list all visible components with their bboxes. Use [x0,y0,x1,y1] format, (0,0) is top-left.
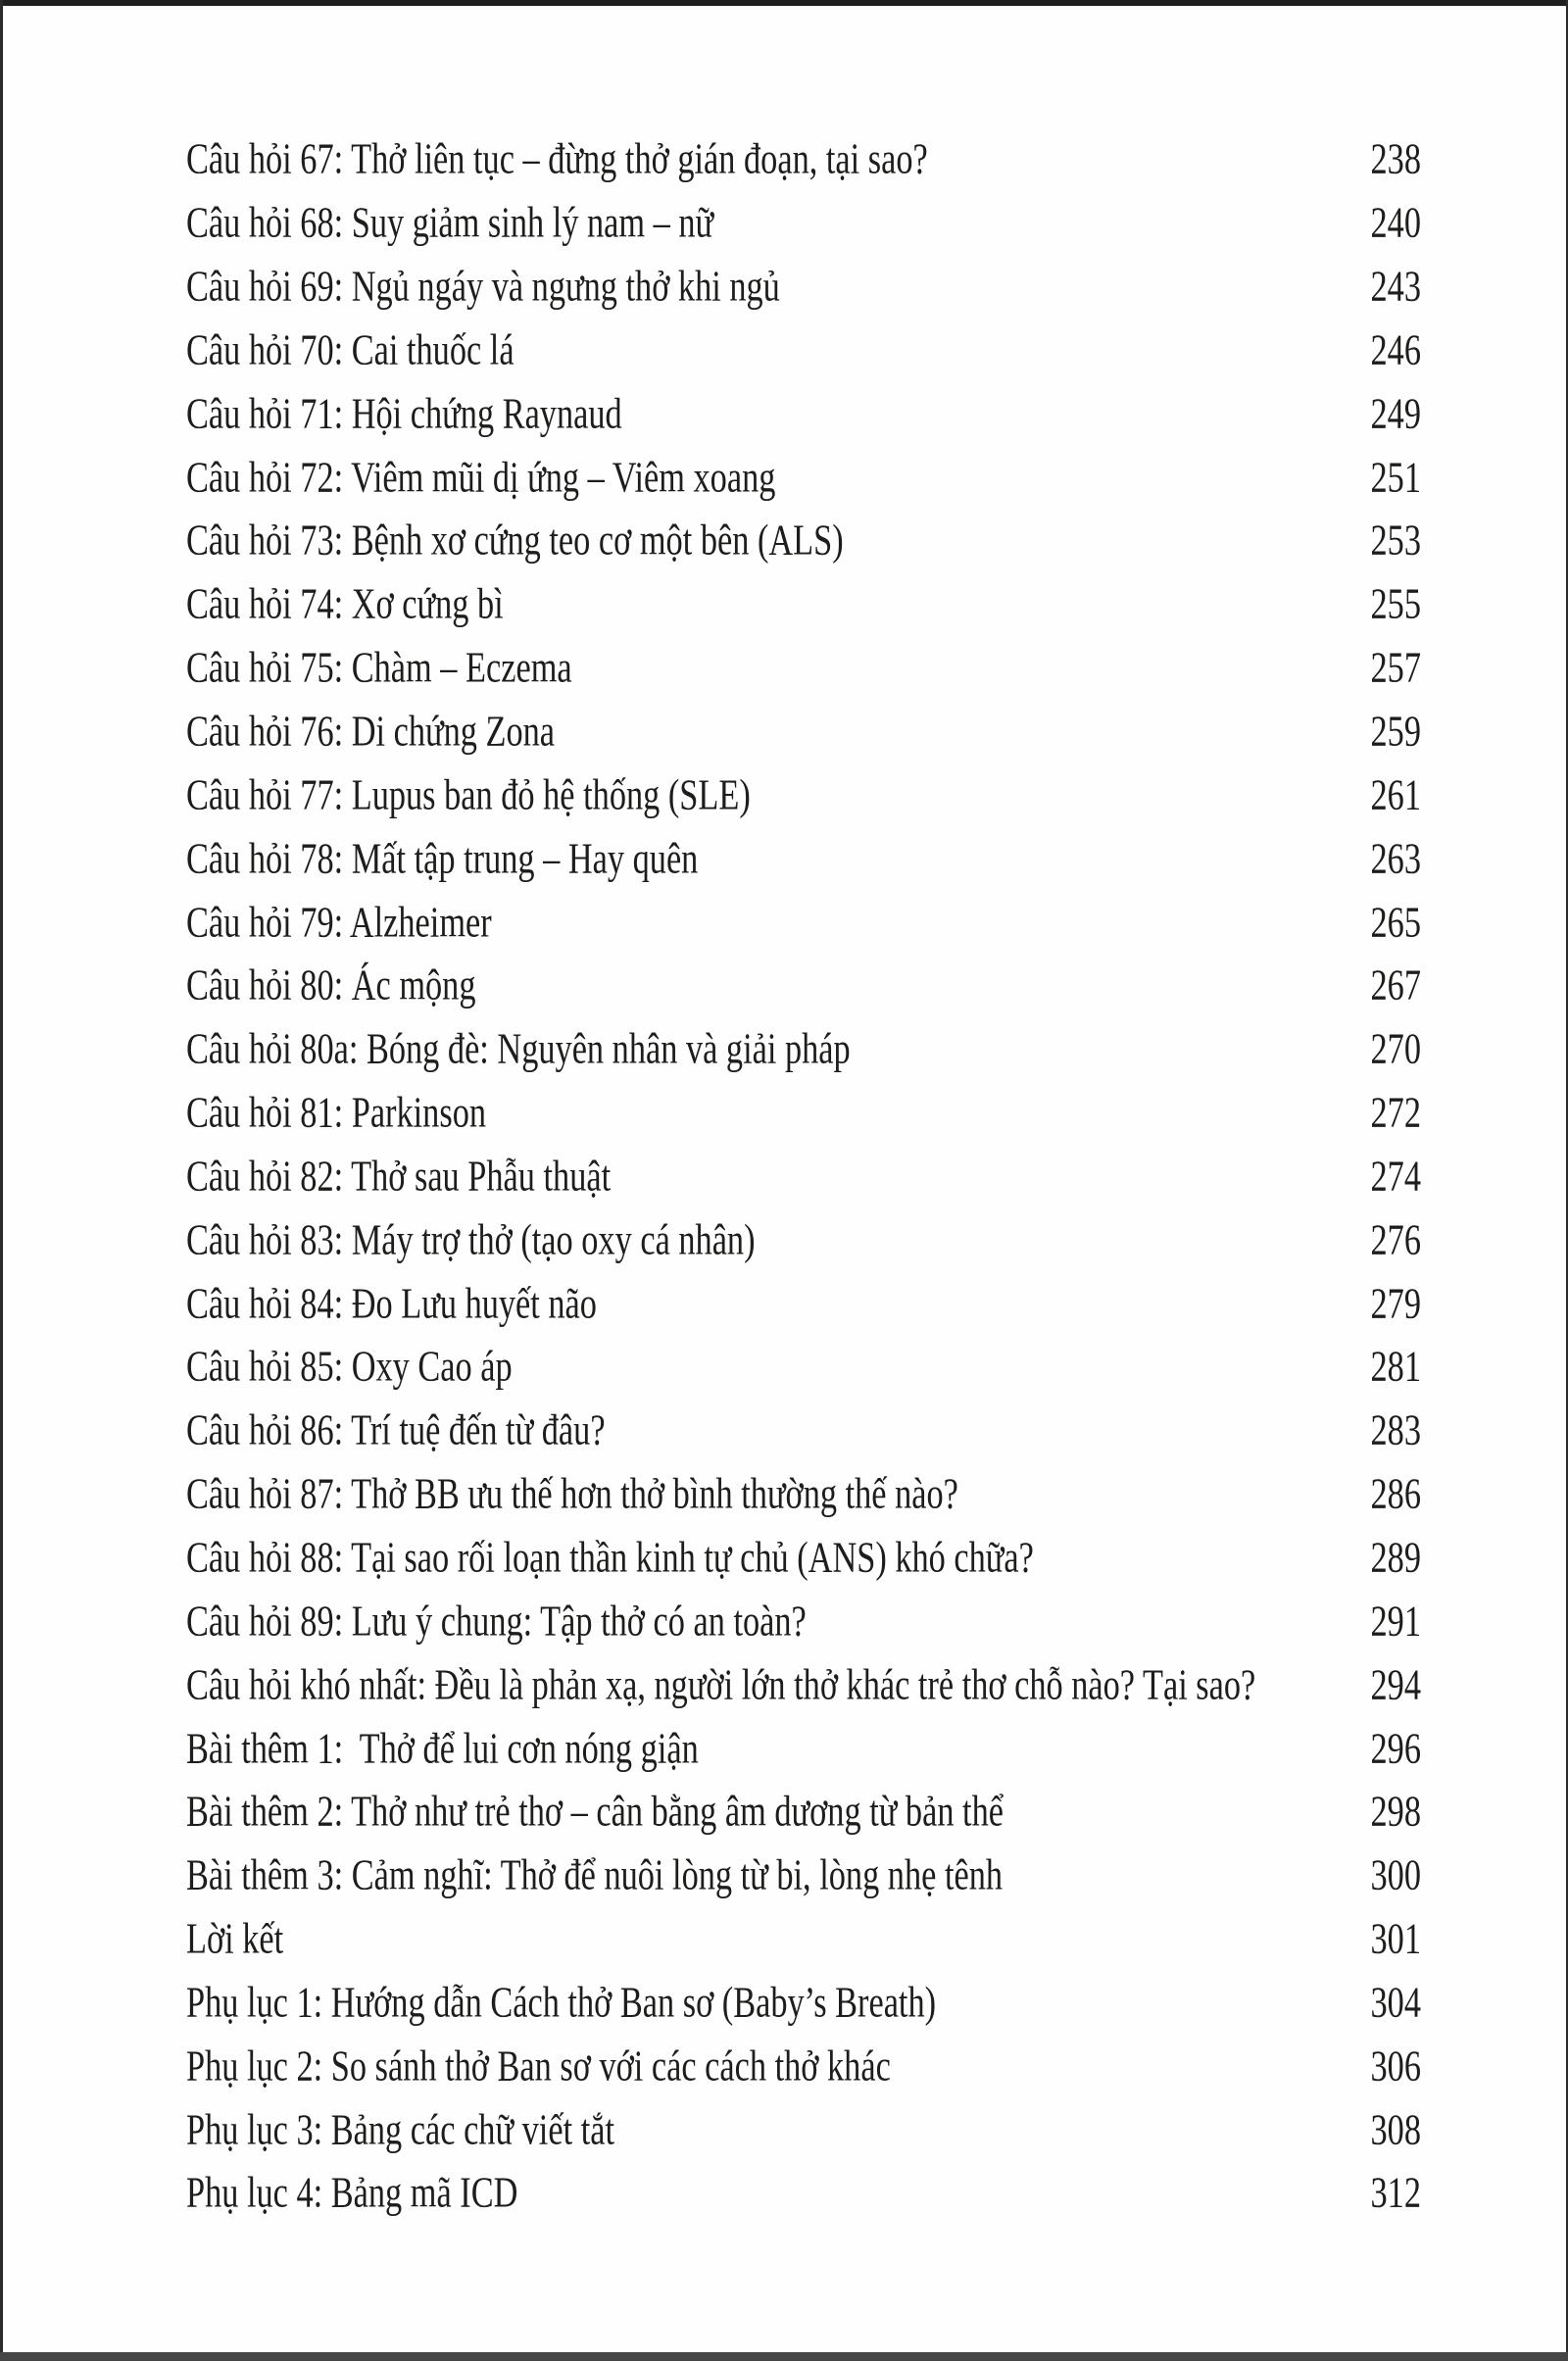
toc-entry-title: Câu hỏi 77: Lupus ban đỏ hệ thống (SLE) [186,770,751,819]
toc-entry-row [186,1844,1421,1907]
toc-entry-row [186,255,1421,319]
scan-edge-top [0,0,1568,6]
toc-entry-page-number: 291 [1370,1597,1421,1646]
toc-entry-page-number: 261 [1370,770,1421,819]
toc-entry-page-number: 294 [1370,1660,1421,1709]
toc-entry-title: Câu hỏi 87: Thở BB ưu thế hơn thở bình thường thế nào? [186,1469,958,1518]
toc-entry-title: Phụ lục 2: So sánh thở Ban sơ với các cách thở khác [186,2041,891,2090]
toc-entry-row [186,1399,1421,1462]
toc-entry-page-number: 298 [1370,1787,1421,1836]
scan-edge-left [0,0,3,2361]
toc-entry-page-number: 301 [1370,1914,1421,1963]
toc-entry-page-number: 257 [1370,643,1421,692]
toc-entry-row [186,762,1421,826]
toc-entry-row [186,1145,1421,1208]
toc-entry-page-number: 283 [1370,1405,1421,1454]
toc-entry-row [186,890,1421,954]
toc-entry-title: Phụ lục 1: Hướng dẫn Cách thở Ban sơ (Baby’s Breath) [186,1978,937,2027]
toc-entry-title: Bài thêm 1: Thở để lui cơn nóng giận [186,1724,699,1773]
toc-entry-page-number: 300 [1370,1850,1421,1899]
toc-entry-page-number: 267 [1370,960,1421,1009]
toc-entry-page-number: 306 [1370,2041,1421,2090]
toc-entry-row [186,2097,1421,2161]
toc-entry-row [186,1780,1421,1844]
toc-entry-title: Câu hỏi 75: Chàm – Eczema [186,643,572,692]
toc-entry-title: Câu hỏi 81: Parkinson [186,1088,487,1137]
toc-entry-page-number: 249 [1370,389,1421,438]
toc-entry-page-number: 265 [1370,898,1421,947]
toc-entry-title: Câu hỏi 71: Hội chứng Raynaud [186,389,622,438]
scan-edge-bottom [0,2352,1568,2361]
toc-entry-row [186,319,1421,382]
toc-entry-page-number: 259 [1370,707,1421,756]
toc-entry-row [186,954,1421,1017]
toc-entry-page-number: 286 [1370,1469,1421,1518]
toc-entry-title: Phụ lục 4: Bảng mã ICD [186,2168,518,2217]
toc-entry-row [186,826,1421,890]
toc-entry-page-number: 263 [1370,834,1421,883]
toc-entry-page-number: 246 [1370,325,1421,374]
toc-entry-page-number: 272 [1370,1088,1421,1137]
toc-entry-title: Phụ lục 3: Bảng các chữ viết tắt [186,2105,614,2154]
toc-entry-row [186,2034,1421,2097]
toc-entry-row [186,1462,1421,1526]
toc-entry-row [186,127,1421,191]
toc-entry-page-number: 279 [1370,1279,1421,1328]
toc-entry-page-number: 270 [1370,1024,1421,1073]
toc-entry-row [186,1207,1421,1271]
toc-entry-title: Bài thêm 2: Thở như trẻ thơ – cân bằng âm dương từ bản thể [186,1787,1004,1836]
toc-entry-page-number: 253 [1370,516,1421,565]
toc-entry-page-number: 240 [1370,198,1421,247]
toc-entry-row [186,1526,1421,1590]
toc-entry-title: Câu hỏi 84: Đo Lưu huyết não [186,1279,597,1328]
toc-entry-title: Câu hỏi 88: Tại sao rối loạn thần kinh tự chủ (ANS) khó chữa? [186,1533,1034,1582]
toc-entry-page-number: 243 [1370,262,1421,311]
toc-entry-title: Câu hỏi 86: Trí tuệ đến từ đâu? [186,1405,606,1454]
toc-entry-title: Lời kết [186,1914,284,1963]
toc-entry-row [186,1907,1421,1971]
toc-entry-title: Câu hỏi 80a: Bóng đè: Nguyên nhân và giải pháp [186,1024,851,1073]
toc-entry-page-number: 289 [1370,1533,1421,1582]
toc-entry-row [186,1335,1421,1399]
toc-entry-title: Câu hỏi 69: Ngủ ngáy và ngưng thở khi ngủ [186,262,780,311]
toc-entry-row [186,191,1421,255]
toc-entry-title: Câu hỏi 74: Xơ cứng bì [186,579,504,628]
toc-entry-page-number: 312 [1370,2168,1421,2217]
toc-entry-page-number: 251 [1370,453,1421,502]
toc-entry-title: Câu hỏi 79: Alzheimer [186,898,492,947]
toc-entry-row [186,1716,1421,1780]
toc-entry-page-number: 276 [1370,1215,1421,1264]
toc-entry-title: Câu hỏi 89: Lưu ý chung: Tập thở có an toàn? [186,1597,807,1646]
toc-entry-title: Câu hỏi 73: Bệnh xơ cứng teo cơ một bên (ALS) [186,516,844,565]
table-of-contents [186,127,1421,2225]
toc-entry-row [186,445,1421,509]
toc-entry-row [186,509,1421,572]
toc-entry-title: Câu hỏi 83: Máy trợ thở (tạo oxy cá nhân) [186,1215,756,1264]
toc-entry-title: Câu hỏi 82: Thở sau Phẫu thuật [186,1152,612,1201]
toc-entry-page-number: 304 [1370,1978,1421,2027]
toc-entry-page-number: 238 [1370,134,1421,183]
toc-entry-row [186,1081,1421,1145]
toc-entry-title: Bài thêm 3: Cảm nghĩ: Thở để nuôi lòng từ bi, lòng nhẹ tênh [186,1850,1004,1899]
toc-entry-title: Câu hỏi 68: Suy giảm sinh lý nam – nữ [186,198,714,247]
toc-entry-row [186,572,1421,636]
toc-entry-row [186,700,1421,763]
toc-entry-title: Câu hỏi 67: Thở liên tục – đừng thở gián đoạn, tại sao? [186,134,928,183]
toc-entry-row [186,381,1421,445]
toc-entry-title: Câu hỏi 78: Mất tập trung – Hay quên [186,834,699,883]
toc-entry-row [186,1652,1421,1716]
toc-entry-page-number: 255 [1370,579,1421,628]
toc-entry-title: Câu hỏi 85: Oxy Cao áp [186,1342,513,1391]
toc-entry-page-number: 296 [1370,1724,1421,1773]
toc-entry-title: Câu hỏi 80: Ác mộng [186,960,476,1009]
toc-entry-row [186,1271,1421,1335]
toc-entry-title: Câu hỏi 76: Di chứng Zona [186,707,556,756]
toc-entry-page-number: 308 [1370,2105,1421,2154]
toc-entry-title: Câu hỏi khó nhất: Đều là phản xạ, người lớn thở khác trẻ thơ chỗ nào? Tại sao? [186,1660,1256,1709]
toc-entry-title: Câu hỏi 72: Viêm mũi dị ứng – Viêm xoang [186,453,776,502]
toc-entry-row [186,2161,1421,2225]
toc-entry-row [186,1017,1421,1081]
toc-entry-page-number: 274 [1370,1152,1421,1201]
toc-entry-row [186,1970,1421,2034]
toc-entry-page-number: 281 [1370,1342,1421,1391]
toc-entry-row [186,636,1421,700]
toc-entry-row [186,1589,1421,1652]
toc-entry-title: Câu hỏi 70: Cai thuốc lá [186,325,514,374]
